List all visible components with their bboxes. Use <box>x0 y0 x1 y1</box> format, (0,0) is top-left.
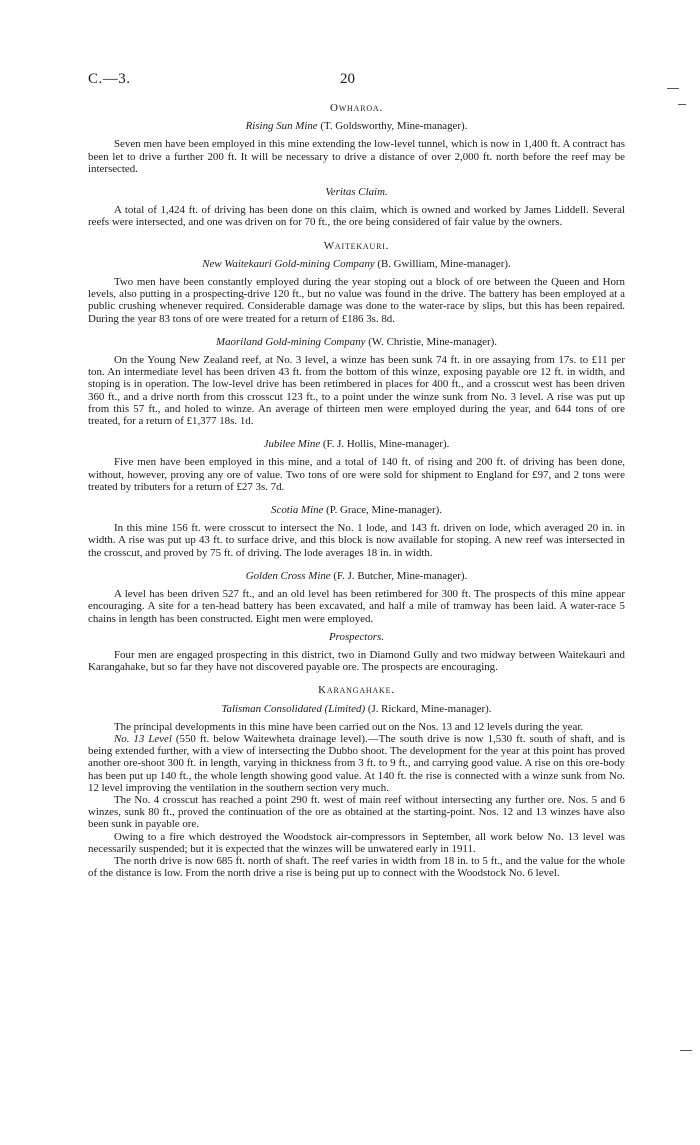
level-text: (550 ft. below Waitewheta drainage level).—The south drive is now 1,530 ft. south of shaft, and is being extended further, with a view of intersecting the Dubbo shoot. The development for the year at this point has proved another ore-shoot 300 ft. in length, varying in thickness from 3 ft. to 9 ft., and carrying good value. A rise on this ore-body has been put up 140 ft., the whole length showing good value. At 140 ft. the rise is connected with a winze sunk from No. 12 level improving the ventilation in the southern section very much. <box>88 732 625 794</box>
mine-heading-rising-sun <box>88 120 625 132</box>
talisman-crosscut-paragraph: The No. 4 crosscut has reached a point 290 ft. west of main reef without intersecting any further ore. Nos. 5 and 6 winzes, sunk 80 ft., proved the continuation of the ore as obtained at the starting-point. Nos. 12 and 13 winzes have also been sunk in payable ore. <box>88 793 625 831</box>
district-heading-waitekauri: Waitekauri. <box>323 239 390 252</box>
talisman-intro-paragraph: The principal developments in this mine have been carried out on the Nos. 13 and 12 levels during the year. <box>114 720 584 733</box>
mine-heading-golden-cross <box>88 570 625 582</box>
mine-name: Rising Sun Mine <box>245 120 318 133</box>
talisman-north-paragraph: The north drive is now 685 ft. north of shaft. The reef varies in width from 18 in. to 5 ft., and the value for the whole of the distance is low. From the north drive a rise is being put up to connect with the Woodstock No. 6 level. <box>88 854 625 880</box>
new-waitekauri-paragraph: Two men have been constantly employed during the year stoping out a block of ore between the Queen and Horn levels, also putting in a prospecting-drive 120 ft., but no value was found in the drive. The battery has been employed at a public crushing whenever required. Considerable damage was done to the water-race by slips, but this has been repaired. During the year 83 tons of ore were treated for a return of £186 3s. 8d. <box>88 276 625 325</box>
mine-name: Scotia Mine <box>271 504 324 517</box>
mine-heading-scotia <box>88 504 625 516</box>
page-content <box>88 102 625 879</box>
mine-manager: (F. J. Butcher, Mine-manager). <box>333 569 468 582</box>
talisman-level-paragraph <box>88 733 625 794</box>
mine-name: Maoriland Gold-mining Company <box>216 335 366 348</box>
mine-heading-jubilee <box>88 438 625 450</box>
page-number: 20 <box>340 71 355 87</box>
margin-mark <box>680 1050 692 1051</box>
mine-manager: (B. Gwilliam, Mine-manager). <box>377 257 511 270</box>
district-heading-owharoa: Owharoa. <box>329 102 384 114</box>
mine-name: Prospectors. <box>329 630 384 643</box>
mine-manager: (P. Grace, Mine-manager). <box>326 504 442 517</box>
veritas-paragraph: A total of 1,424 ft. of driving has been done on this claim, which is owned and worked by James Liddell. Several reefs were intersected, and one was driven on for 70 ft., the ore being considered of fair value by the owners. <box>88 204 625 229</box>
mine-heading-prospectors <box>88 631 625 643</box>
prospectors-paragraph: Four men are engaged prospecting in this district, two in Diamond Gully and two midway between Waitekauri and Karangahake, but so far they have not discovered payable ore. The prospects are encouraging. <box>88 648 625 674</box>
level-label: No. 13 Level <box>114 732 172 745</box>
mine-heading-maoriland <box>88 336 625 348</box>
mine-manager: (J. Rickard, Mine-manager). <box>367 702 492 715</box>
margin-mark <box>678 104 686 105</box>
mine-name: Jubilee Mine <box>263 438 321 451</box>
mine-heading-veritas <box>88 186 625 198</box>
mine-manager: (F. J. Hollis, Mine-manager). <box>322 438 450 451</box>
rising-sun-paragraph: Seven men have been employed in this mine extending the low-level tunnel, which is now in 1,400 ft. A contract has been let to drive a further 200 ft. It will be necessary to drive a distance of over 2,000 ft. north before the reef may be intersected. <box>88 138 625 175</box>
jubilee-paragraph: Five men have been employed in this mine, and a total of 140 ft. of rising and 200 ft. of driving has been done, without, however, proving any ore of value. Two tons of ore were sold for shipment to England for £97, and 2 tons were treated by tributers for a return of £27 3s. 7d. <box>88 456 625 493</box>
golden-cross-paragraph: A level has been driven 527 ft., and an old level has been retimbered for 300 ft. The prospects of this mine appear encouraging. A site for a ten-head battery has been excavated, and half a mile of tramway has been laid. A water-race 5 chains in length has been constructed. Eight men were employed. <box>88 588 625 625</box>
mine-name: Veritas Claim. <box>325 186 388 199</box>
mine-heading-new-waitekauri <box>88 258 625 270</box>
district-heading-karangahake: Karangahake. <box>318 684 395 697</box>
mine-manager: (W. Christie, Mine-manager). <box>368 335 497 348</box>
report-reference: C.—3. <box>88 71 131 87</box>
mine-name: Golden Cross Mine <box>245 569 331 582</box>
margin-mark <box>667 88 679 89</box>
mine-name: Talisman Consolidated (Limited) <box>221 702 366 715</box>
scotia-paragraph: In this mine 156 ft. were crosscut to intersect the No. 1 lode, and 143 ft. driven on lode, which averaged 20 in. in width. A rise was put up 43 ft. to surface drive, and this block is now available for stoping. A new reef was intersected in the crosscut, and proved by 75 ft. of driving. The lode averages 18 in. in width. <box>88 522 625 559</box>
mine-heading-talisman <box>88 703 625 715</box>
talisman-fire-paragraph: Owing to a fire which destroyed the Woodstock air-compressors in September, all work below No. 13 level was necessarily suspended; but it is expected that the winzes will be unwatered early in 1911. <box>88 830 625 855</box>
maoriland-paragraph: On the Young New Zealand reef, at No. 3 level, a winze has been sunk 74 ft. in ore assaying from 17s. to £11 per ton. An intermediate level has been driven 43 ft. from the bottom of this winze, exposing payable ore 12 ft. in width, and stoping is in operation. The low-level drive has been retimbered in places for 400 ft., and a crosscut west has been driven 360 ft., and a drive north from this crosscut 123 ft., to a point under the winze sunk from No. 3 level. A rise was put up from this 57 ft., and holed to winze. An average of thirteen men were employed during the year, and 644 tons of ore treated, for a return of £1,377 18s. 1d. <box>88 354 625 428</box>
mine-name: New Waitekauri Gold-mining Company <box>202 257 375 270</box>
mine-manager: (T. Goldsworthy, Mine-manager). <box>320 120 468 133</box>
